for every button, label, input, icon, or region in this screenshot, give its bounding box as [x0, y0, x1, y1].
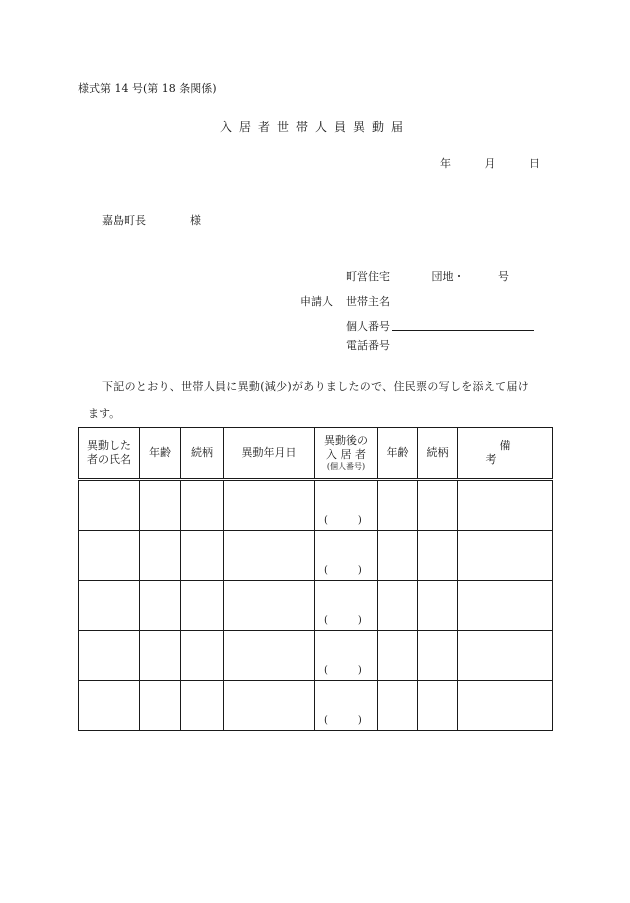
paren-open: ( — [324, 565, 328, 576]
header-changed-person-name — [79, 428, 140, 480]
date-year: 年 — [440, 157, 451, 170]
paren-open: ( — [324, 515, 328, 526]
date-day: 日 — [529, 157, 540, 170]
cell-relation[interactable] — [181, 480, 224, 531]
table-row — [79, 531, 553, 581]
header-change-date: 異動年月日 — [224, 428, 315, 480]
individual-number-label: 個人番号 — [346, 320, 390, 333]
cell-relation-2[interactable] — [418, 631, 458, 681]
cell-changed-person-name[interactable] — [79, 631, 140, 681]
body-text-line-1: 下記のとおり、世帯人員に異動(減少)がありましたので、住民票の写しを添えて届け — [102, 380, 530, 393]
date-line — [440, 155, 540, 171]
cell-resident-number[interactable] — [315, 531, 378, 581]
phone-number-label: 電話番号 — [346, 339, 390, 352]
cell-changed-person-name[interactable] — [79, 531, 140, 581]
table-row — [79, 631, 553, 681]
table-row — [79, 681, 553, 731]
header-age: 年齢 — [140, 428, 181, 480]
cell-relation[interactable] — [181, 631, 224, 681]
paren-close: ) — [357, 515, 362, 526]
addressee-name: 嘉島町長 — [102, 214, 146, 227]
cell-remarks[interactable] — [458, 681, 553, 731]
individual-number-parentheses — [324, 715, 362, 726]
cell-change-date[interactable] — [224, 531, 315, 581]
cell-relation[interactable] — [181, 531, 224, 581]
cell-changed-person-name[interactable] — [79, 581, 140, 631]
cell-age[interactable] — [140, 480, 181, 531]
header-resident-after-change — [315, 428, 378, 480]
housing-label: 町営住宅 — [346, 270, 390, 283]
body-text-line-2: ます。 — [88, 407, 121, 420]
household-head-label: 世帯主名 — [346, 295, 390, 308]
unit-label: 号 — [498, 270, 509, 283]
paren-close: ) — [357, 665, 362, 676]
paren-open: ( — [324, 665, 328, 676]
header-relation: 続柄 — [181, 428, 224, 480]
date-month: 月 — [484, 157, 496, 170]
cell-age-2[interactable] — [378, 581, 418, 631]
cell-remarks[interactable] — [458, 631, 553, 681]
header-resident-line-3: (個人番号) — [326, 462, 366, 471]
header-name-line-2: 者の氏名 — [87, 453, 131, 466]
individual-number-parentheses — [324, 515, 362, 526]
cell-change-date[interactable] — [224, 631, 315, 681]
cell-age[interactable] — [140, 581, 181, 631]
table-header-row — [79, 428, 553, 480]
cell-resident-number[interactable] — [315, 581, 378, 631]
cell-remarks[interactable] — [458, 581, 553, 631]
cell-relation-2[interactable] — [418, 581, 458, 631]
individual-number-underline — [392, 330, 534, 331]
header-remarks-label: 備考 — [485, 439, 539, 466]
cell-remarks[interactable] — [458, 531, 553, 581]
cell-resident-number[interactable] — [315, 480, 378, 531]
cell-changed-person-name[interactable] — [79, 480, 140, 531]
cell-changed-person-name[interactable] — [79, 681, 140, 731]
cell-resident-number[interactable] — [315, 681, 378, 731]
cell-age-2[interactable] — [378, 631, 418, 681]
cell-age-2[interactable] — [378, 681, 418, 731]
paren-open: ( — [324, 715, 328, 726]
cell-relation-2[interactable] — [418, 531, 458, 581]
paren-close: ) — [357, 715, 362, 726]
paren-close: ) — [357, 615, 362, 626]
individual-number-parentheses — [324, 565, 362, 576]
cell-age[interactable] — [140, 681, 181, 731]
cell-age-2[interactable] — [378, 480, 418, 531]
cell-relation[interactable] — [181, 681, 224, 731]
header-relation-2: 続柄 — [418, 428, 458, 480]
individual-number-parentheses — [324, 665, 362, 676]
complex-label: 団地・ — [431, 270, 465, 283]
cell-resident-number[interactable] — [315, 631, 378, 681]
cell-remarks[interactable] — [458, 480, 553, 531]
header-age-2: 年齢 — [378, 428, 418, 480]
cell-change-date[interactable] — [224, 581, 315, 631]
addressee — [102, 212, 201, 228]
paren-close: ) — [357, 565, 362, 576]
header-resident-line-1: 異動後の — [324, 434, 368, 447]
header-name-line-1: 異動した — [87, 439, 131, 452]
header-remarks — [458, 428, 553, 480]
paren-open: ( — [324, 615, 328, 626]
table-row — [79, 581, 553, 631]
cell-change-date[interactable] — [224, 681, 315, 731]
applicant-label: 申請人 — [300, 295, 333, 308]
form-number: 様式第 14 号(第 18 条関係) — [78, 82, 217, 95]
cell-relation-2[interactable] — [418, 681, 458, 731]
household-change-table — [78, 427, 553, 731]
header-resident-line-2: 入 居 者 — [326, 448, 366, 461]
individual-number-parentheses — [324, 615, 362, 626]
cell-change-date[interactable] — [224, 480, 315, 531]
cell-age-2[interactable] — [378, 531, 418, 581]
cell-age[interactable] — [140, 531, 181, 581]
cell-age[interactable] — [140, 631, 181, 681]
cell-relation-2[interactable] — [418, 480, 458, 531]
table-row — [79, 480, 553, 531]
cell-relation[interactable] — [181, 581, 224, 631]
addressee-honorific: 様 — [190, 214, 201, 227]
document-title: 入居者世帯人員異動届 — [219, 120, 410, 134]
housing-line — [346, 268, 509, 284]
